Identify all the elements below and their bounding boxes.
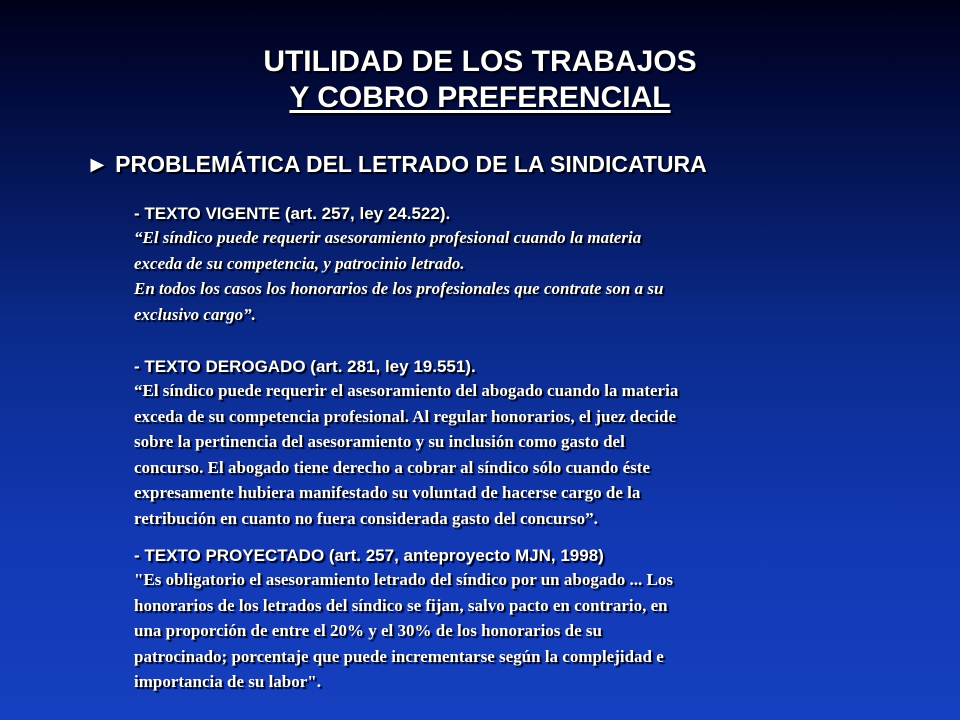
quote-line: expresamente hubiera manifestado su voluntad de hacerse cargo de la	[134, 483, 641, 502]
quote-line: exceda de su competencia profesional. Al regular honorarios, el juez decide	[134, 406, 677, 426]
quote-line: exclusivo cargo”.	[134, 304, 256, 324]
section-heading: ► PROBLEMÁTICA DEL LETRADO DE LA SINDICATURA	[86, 151, 707, 177]
quote-line: honorarios de los letrados del síndico se fijan, salvo pacto en contrario, en	[134, 595, 668, 615]
quote-line: “El síndico puede requerir el asesoramiento del abogado cuando la materia	[134, 381, 679, 400]
quote-line: concurso. El abogado tiene derecho a cobrar al síndico sólo cuando éste	[134, 457, 650, 477]
title-line-2: Y COBRO PREFERENCIAL	[289, 81, 671, 114]
section-label: - TEXTO DEROGADO (art. 281, ley 19.551).	[134, 357, 476, 376]
quote-text	[134, 225, 834, 327]
quote-line: “El síndico puede requerir asesoramiento profesional cuando la materia	[134, 228, 642, 247]
quote-line: "Es obligatorio el asesoramiento letrado del síndico por un abogado ... Los	[134, 570, 673, 589]
quote-text	[134, 567, 834, 695]
quote-line: patrocinado; porcentaje que puede incrementarse según la complejidad e	[134, 646, 664, 666]
quote-line: exceda de su competencia, y patrocinio letrado.	[134, 253, 465, 273]
text-vigente-section	[134, 203, 834, 327]
quote-line: En todos los casos los honorarios de los profesionales que contrate son a su	[134, 279, 664, 298]
quote-line: una proporción de entre el 20% y el 30% de los honorarios de su	[134, 621, 602, 640]
section-label: - TEXTO PROYECTADO (art. 257, anteproyecto MJN, 1998)	[134, 546, 604, 565]
title-line-1: UTILIDAD DE LOS TRABAJOS	[263, 45, 697, 78]
quote-line: retribución en cuanto no fuera considerada gasto del concurso”.	[134, 508, 598, 528]
section-label: - TEXTO VIGENTE (art. 257, ley 24.522).	[134, 204, 451, 223]
text-derogado-section	[134, 356, 834, 531]
quote-line: sobre la pertinencia del asesoramiento y su inclusión como gasto del	[134, 432, 625, 451]
quote-line: importancia de su labor".	[134, 672, 321, 691]
slide-title	[0, 44, 960, 116]
quote-text	[134, 378, 834, 531]
text-proyectado-section	[134, 545, 834, 695]
